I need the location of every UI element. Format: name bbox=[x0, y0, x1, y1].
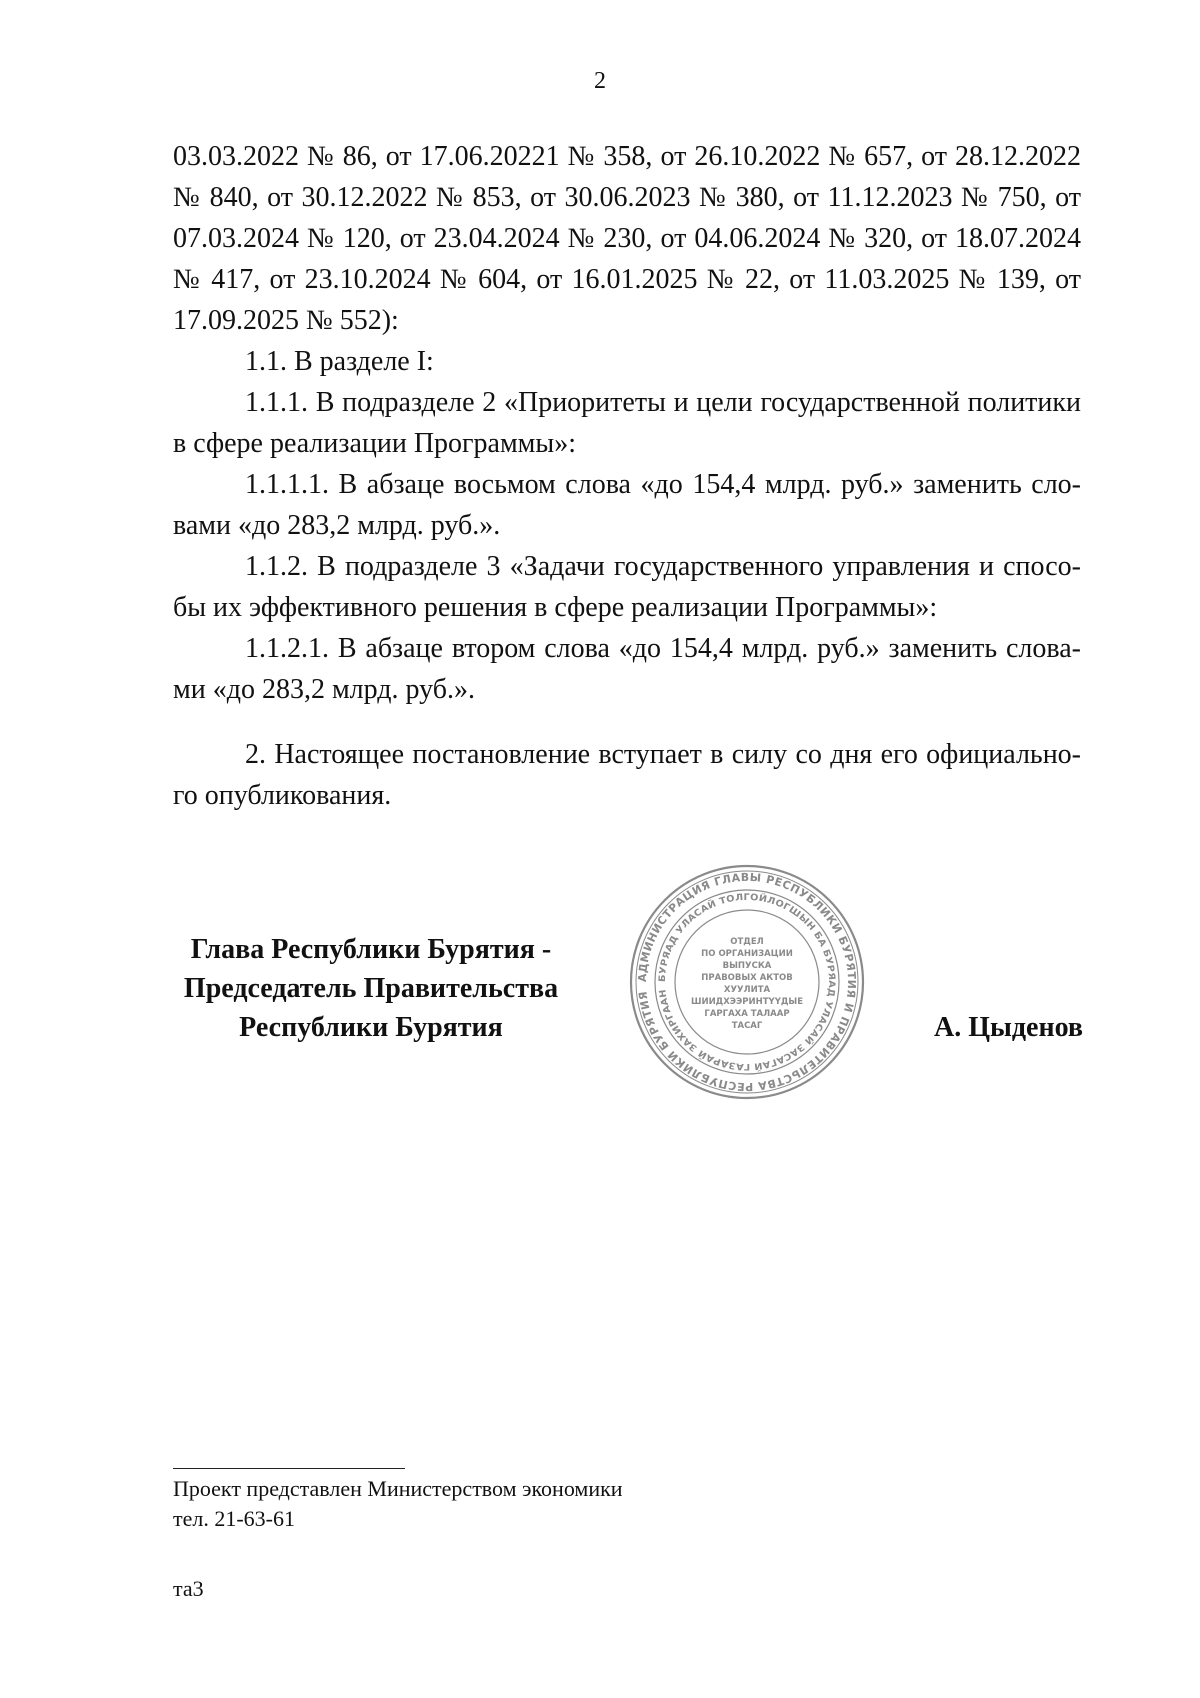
paragraph-1-1-2: 1.1.2. В подразделе 3 «Задачи государственного управления и способы их эффективного решения в сфере реализации Программы»: bbox=[173, 551, 1081, 623]
seal-center-line: ПРАВОВЫХ АКТОВ bbox=[701, 973, 793, 983]
footnote-separator bbox=[173, 1468, 405, 1469]
seal-inner-ring-text: БУРЯАД УЛАСАЙ ТОЛГОЙЛОГШЫН БА БУРЯАД УЛАСАЙ ЗАСАГАЙ ГАЗАРАЙ ЗАХИРГААН bbox=[657, 892, 837, 1072]
paragraph-1-1-2-1: 1.1.2.1. В абзаце втором слова «до 154,4 млрд. руб.» заменить словами «до 283,2 млрд. руб.». bbox=[173, 633, 1081, 705]
paragraph-amendment-list: 03.03.2022 № 86, от 17.06.20221 № 358, от 26.10.2022 № 657, от 28.12.2022 № 840, от 30.12.2022 № 853, от 30.06.2023 № 380, от 11.12.2023 № 750, от 07.03.2024 № 120, от 23.04.2024 № 230, от 04.06.2024 № 320, от 18.07.2024 № 417, от 23.10.2024 № 604, от 16.01.2025 № 22, от 11.03.2025 № 139, от 17.09.2025 № 552): bbox=[173, 141, 1081, 336]
seal-center-line: ПО ОРГАНИЗАЦИИ bbox=[701, 949, 793, 959]
signatory-name: А. Цыденов bbox=[933, 1012, 1083, 1043]
seal-center-line: ОТДЕЛ bbox=[730, 937, 764, 947]
signatory-title-line2: Председатель Правительства bbox=[183, 973, 559, 1004]
paragraph-1-1-1: 1.1.1. В подразделе 2 «Приоритеты и цели государственной политики в сфере реализации Программы»: bbox=[173, 387, 1081, 459]
paragraph-2: 2. Настоящее постановление вступает в силу со дня его официального опубликования. bbox=[173, 739, 1081, 811]
seal-center-line: ВЫПУСКА bbox=[722, 961, 772, 971]
executor-initials: та3 bbox=[173, 1576, 204, 1601]
paragraph-1-1: 1.1. В разделе I: bbox=[245, 346, 434, 377]
signatory-title bbox=[172, 930, 570, 1047]
official-seal bbox=[627, 862, 867, 1102]
footnote-submitted-by: Проект представлен Министерством экономики bbox=[173, 1476, 623, 1501]
seal-outer-ring-text: АДМИНИСТРАЦИЯ ГЛАВЫ РЕСПУБЛИКИ БУРЯТИЯ И ПРАВИТЕЛЬСТВА РЕСПУБЛИКИ БУРЯТИЯ bbox=[635, 870, 859, 1094]
seal-center-line: ТАСАГ bbox=[731, 1021, 763, 1031]
seal-center-text bbox=[691, 937, 803, 1031]
page-number: 2 bbox=[594, 68, 606, 94]
footnote bbox=[173, 1474, 623, 1534]
seal-center-line: ГАРГАХА ТАЛААР bbox=[704, 1009, 790, 1019]
footnote-phone: тел. 21-63-61 bbox=[173, 1506, 296, 1531]
paragraph-1-1-1-1: 1.1.1.1. В абзаце восьмом слова «до 154,4 млрд. руб.» заменить словами «до 283,2 млрд. руб.». bbox=[173, 469, 1081, 541]
signatory-title-line1: Глава Республики Бурятия - bbox=[190, 934, 552, 965]
seal-center-line: ХУУЛИТА bbox=[723, 985, 771, 995]
seal-center-line: ШИИДХЭЭРИНТҮҮДЫЕ bbox=[690, 997, 804, 1007]
document-body bbox=[173, 136, 1081, 816]
signatory-title-line3: Республики Бурятия bbox=[239, 1012, 503, 1043]
